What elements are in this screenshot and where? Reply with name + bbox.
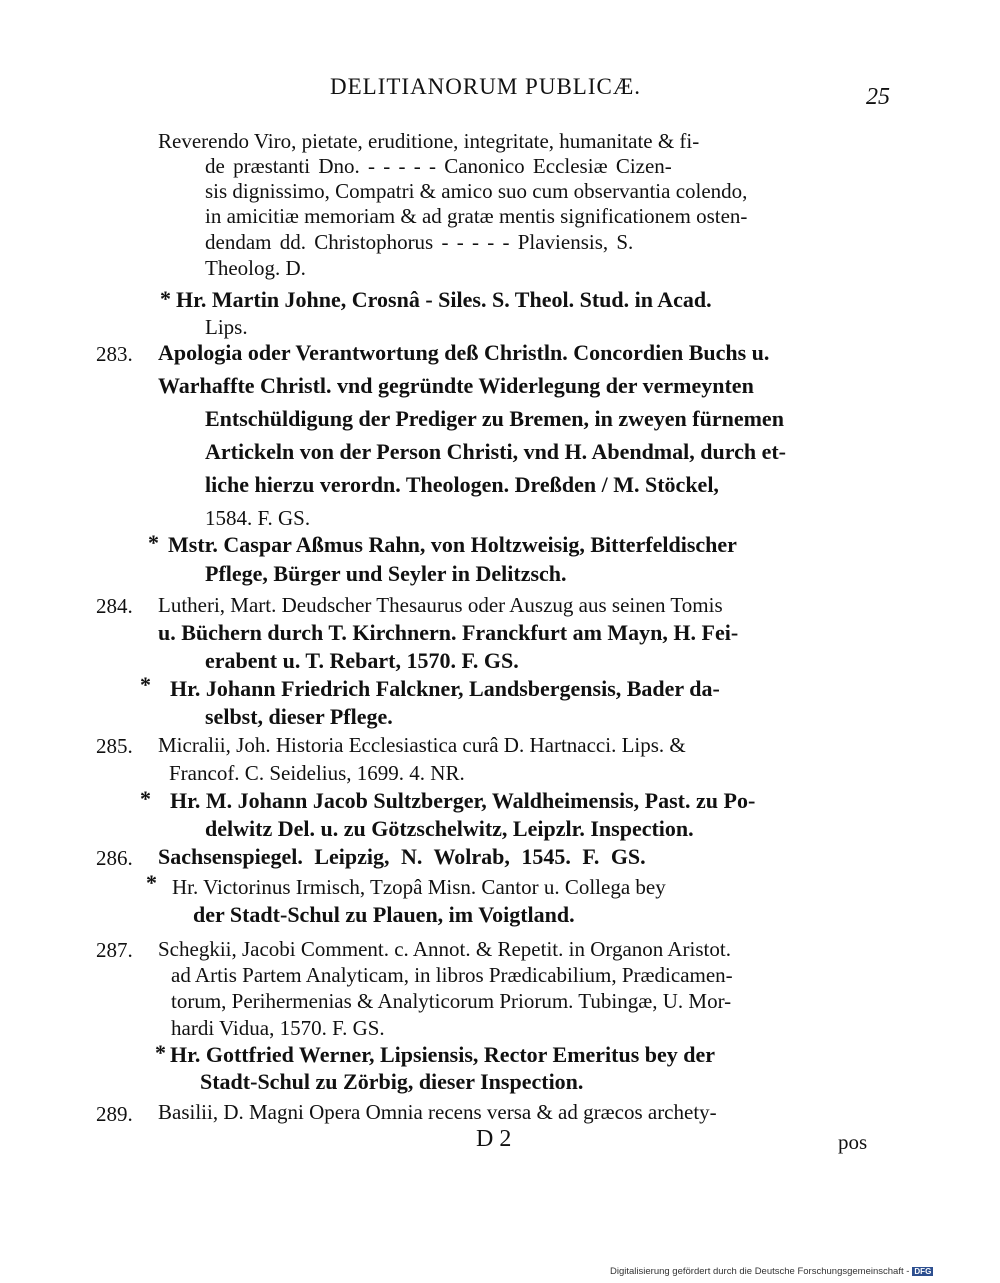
star-marker: * xyxy=(148,530,159,555)
text-line: hardi Vidua, 1570. F. GS. xyxy=(171,1016,385,1040)
star-marker: * xyxy=(160,286,171,311)
text-line: Schegkii, Jacobi Comment. c. Annot. & Repetit. in Organon Aristot. xyxy=(158,937,731,961)
text-line: Theolog. D. xyxy=(205,256,306,280)
text-line: Stadt-Schul zu Zörbig, dieser Inspection. xyxy=(200,1069,584,1094)
text-line: Francof. C. Seidelius, 1699. 4. NR. xyxy=(169,761,465,785)
text-line: in amicitiæ memoriam & ad gratæ mentis significationem osten- xyxy=(205,204,748,228)
text-line: liche hierzu verordn. Theologen. Dreßden / M. Stöckel, xyxy=(205,472,719,497)
text-line: der Stadt-Schul zu Plauen, im Voigtland. xyxy=(193,902,575,927)
text-line: Lips. xyxy=(205,315,248,339)
text-line: Artickeln von der Person Christi, vnd H. Abendmal, durch et- xyxy=(205,439,786,464)
entry-number: 283. xyxy=(96,342,133,366)
text-line: torum, Perihermenias & Analyticorum Priorum. Tubingæ, U. Mor- xyxy=(171,989,732,1013)
entry-number: 287. xyxy=(96,938,133,962)
page-number: 25 xyxy=(866,84,890,110)
digitization-footer xyxy=(610,1266,933,1277)
star-marker: * xyxy=(155,1040,166,1065)
text-line: erabent u. T. Rebart, 1570. F. GS. xyxy=(205,648,519,673)
footer-text: Digitalisierung gefördert durch die Deutsche Forschungsgemeinschaft - xyxy=(610,1266,910,1277)
text-line: Warhaffte Christl. vnd gegründte Widerlegung der vermeynten xyxy=(158,373,754,398)
entry-number: 284. xyxy=(96,594,133,618)
entry-number: 285. xyxy=(96,734,133,758)
text-line: de præstanti Dno. - - - - - Canonico Ecclesiæ Cizen- xyxy=(205,154,672,178)
text-line: Reverendo Viro, pietate, eruditione, integritate, humanitate & fi- xyxy=(158,129,700,153)
text-line: Hr. M. Johann Jacob Sultzberger, Waldheimensis, Past. zu Po- xyxy=(170,788,756,813)
text-line: selbst, dieser Pflege. xyxy=(205,704,393,729)
text-line: Apologia oder Verantwortung deß Christln. Concordien Buchs u. xyxy=(158,340,770,365)
text-line: Entschüldigung der Prediger zu Bremen, in zweyen fürnemen xyxy=(205,406,784,431)
star-marker: * xyxy=(146,870,157,895)
text-line: Hr. Martin Johne, Crosnâ - Siles. S. Theol. Stud. in Acad. xyxy=(176,287,712,312)
catchword: pos xyxy=(838,1130,868,1154)
text-line: Pflege, Bürger und Seyler in Delitzsch. xyxy=(205,561,567,586)
dfg-logo: DFG xyxy=(914,1267,932,1276)
text-line: Hr. Victorinus Irmisch, Tzopâ Misn. Cantor u. Collega bey xyxy=(172,875,666,899)
text-line: Sachsenspiegel. Leipzig, N. Wolrab, 1545. F. GS. xyxy=(158,844,646,869)
text-line: sis dignissimo, Compatri & amico suo cum observantia colendo, xyxy=(205,179,748,203)
star-marker: * xyxy=(140,672,151,697)
star-marker: * xyxy=(140,786,151,811)
text-line: delwitz Del. u. zu Götzschelwitz, Leipzlr. Inspection. xyxy=(205,816,694,841)
text-line: 1584. F. GS. xyxy=(205,506,311,530)
text-line: u. Büchern durch T. Kirchnern. Franckfurt am Mayn, H. Fei- xyxy=(158,620,739,645)
text-line: Basilii, D. Magni Opera Omnia recens versa & ad græcos archety- xyxy=(158,1100,717,1124)
text-line: Hr. Gottfried Werner, Lipsiensis, Rector Emeritus bey der xyxy=(170,1042,716,1067)
text-line: dendam dd. Christophorus - - - - - Plaviensis, S. xyxy=(205,230,634,254)
text-line: ad Artis Partem Analyticam, in libros Prædicabilium, Prædicamen- xyxy=(171,963,733,987)
text-line: Hr. Johann Friedrich Falckner, Landsbergensis, Bader da- xyxy=(170,676,720,701)
signature-mark: D 2 xyxy=(476,1126,512,1152)
entry-number: 289. xyxy=(96,1102,133,1126)
entry-number: 286. xyxy=(96,846,133,870)
running-title: DELITIANORUM PUBLICÆ. xyxy=(330,74,642,99)
text-line: Lutheri, Mart. Deudscher Thesaurus oder Auszug aus seinen Tomis xyxy=(158,593,723,617)
text-line: Mstr. Caspar Aßmus Rahn, von Holtzweisig, Bitterfeldischer xyxy=(168,532,737,557)
text-line: Micralii, Joh. Historia Ecclesiastica curâ D. Hartnacci. Lips. & xyxy=(158,733,686,757)
